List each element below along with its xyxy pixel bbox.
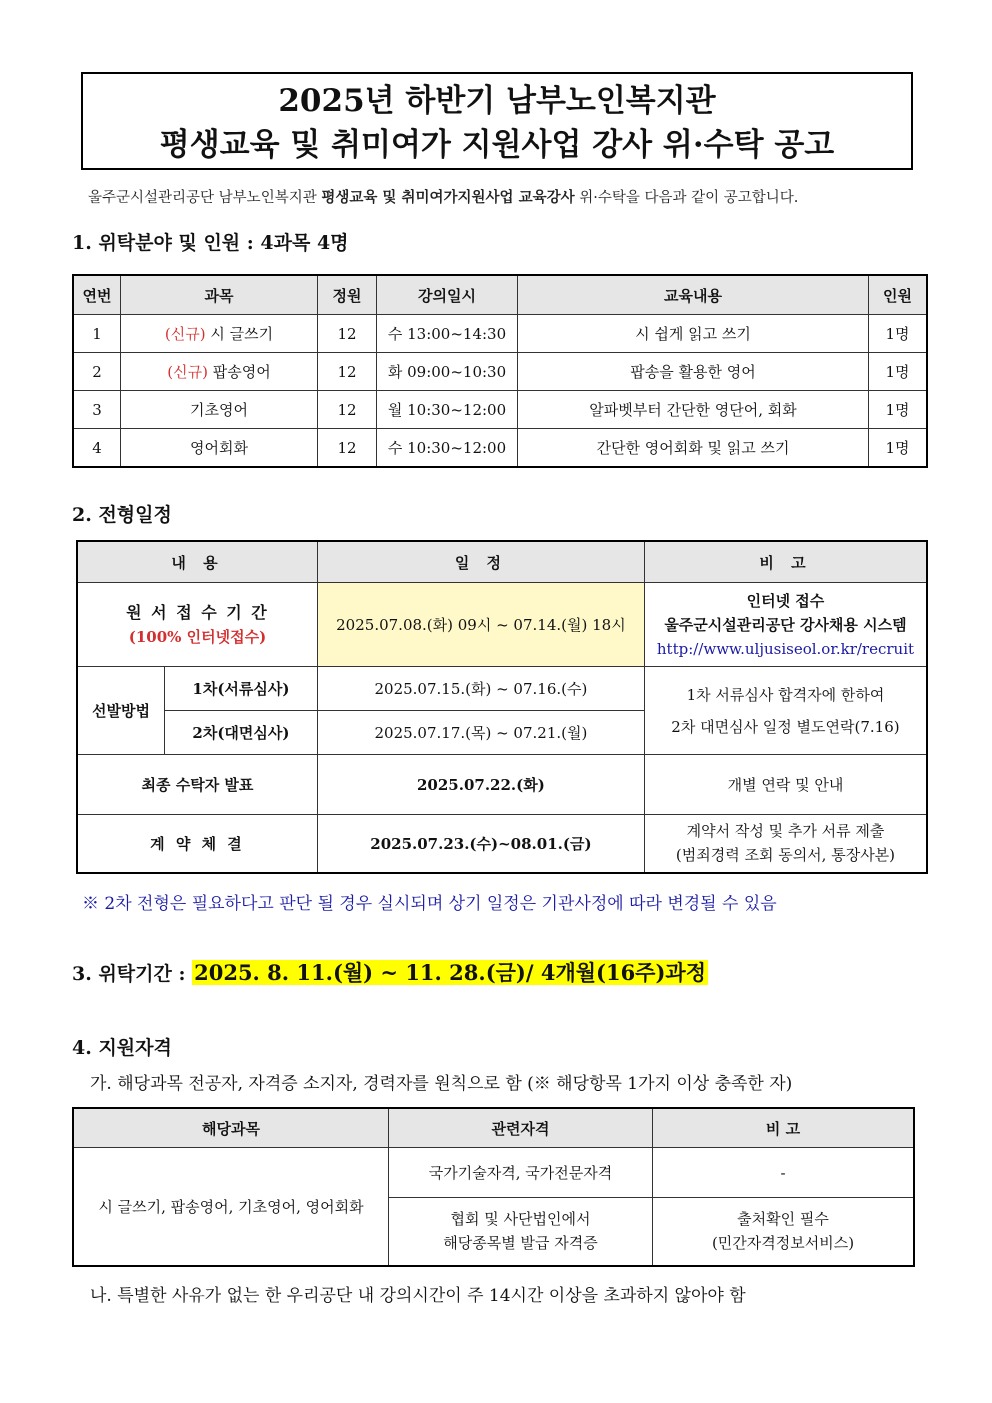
new-tag: (신규) [167,363,208,381]
cell-content: 시 쉽게 읽고 쓰기 [518,315,869,353]
intro-text [88,186,798,207]
header-content: 교육내용 [518,275,869,315]
table-row [77,755,927,815]
select-label: 선발방법 [77,667,165,755]
cell-time: 수 10:30~12:00 [377,429,518,468]
title-box [81,72,913,170]
cell-capacity: 12 [318,429,377,468]
header-subject: 과목 [121,275,318,315]
select-note-cell [644,667,927,755]
header-subject: 해당과목 [73,1108,389,1148]
cell-capacity: 12 [318,391,377,429]
cell-no: 4 [73,429,121,468]
recruit-link[interactable]: http://www.uljusiseol.or.kr/recruit [656,639,915,658]
contract-note-2: (범죄경력 조회 동의서, 통장사본) [675,846,896,865]
qualification-item-a: 가. 해당과목 전공자, 자격증 소지자, 경력자를 원칙으로 함 (※ 해당항목 1가지 이상 충족한 자) [90,1074,793,1094]
period-value: 2025. 8. 11.(월) ~ 11. 28.(금)/ 4개월(16주)과정 [194,960,706,985]
table-header-row [73,1108,914,1148]
schedule-footnote: ※ 2차 전형은 필요하다고 판단 될 경우 실시되며 상기 일정은 기관사정에 따라 변경될 수 있음 [82,894,777,914]
cell-content: 간단한 영어회화 및 읽고 쓰기 [518,429,869,468]
table-row [77,667,927,711]
cell-content: 팝송을 활용한 영어 [518,353,869,391]
period-label: 3. 위탁기간 : [72,963,193,985]
subject-name: 팝송영어 [207,363,271,381]
intro-bold: 평생교육 및 취미여가지원사업 교육강사 [321,189,575,206]
header-no: 연번 [73,275,121,315]
subject-name: 시 글쓰기 [205,325,274,343]
contract-note-cell [644,815,927,873]
qual-row1-note: - [653,1148,915,1198]
select-round1-date: 2025.07.15.(화) ~ 07.16.(수) [317,667,644,711]
cell-count: 1명 [869,429,928,468]
cell-no: 3 [73,391,121,429]
contract-label: 계 약 체 결 [77,815,317,873]
section1-title: 1. 위탁분야 및 인원 : 4과목 4명 [72,232,349,254]
cell-time: 수 13:00~14:30 [377,315,518,353]
cell-subject: 영어회화 [121,429,318,468]
final-label: 최종 수탁자 발표 [77,755,317,815]
qual-subjects: 시 글쓰기, 팝송영어, 기초영어, 영어회화 [73,1148,389,1266]
header-date: 일 정 [317,541,644,583]
qual-row2-line2: 해당종목별 발급 자격증 [443,1234,598,1253]
cell-content: 알파벳부터 간단한 영단어, 회화 [518,391,869,429]
cell-no: 1 [73,315,121,353]
header-time: 강의일시 [377,275,518,315]
contract-note-1: 계약서 작성 및 추가 서류 제출 [686,822,885,841]
select-note-2: 2차 대면심사 일정 별도연락(7.16) [671,717,900,736]
cell-subject [121,353,318,391]
table-row [73,429,927,468]
section2-title: 2. 전형일정 [72,504,172,526]
qualification-table [72,1107,915,1267]
qual-row2-cell [389,1198,653,1266]
title-line-1: 2025년 하반기 남부노인복지관 [278,83,716,119]
qual-row2-line1: 협회 및 사단법인에서 [450,1210,591,1229]
select-round2-date: 2025.07.17.(목) ~ 07.21.(월) [317,711,644,755]
table-row [77,583,927,667]
qual-row1: 국가기술자격, 국가전문자격 [389,1148,653,1198]
select-note-1: 1차 서류심사 합격자에 한하여 [686,685,885,704]
final-date: 2025.07.22.(화) [317,755,644,815]
apply-note-2: 울주군시설관리공단 강사채용 시스템 [664,615,907,634]
qual-row2-note-1: 출처확인 필수 [737,1210,829,1229]
period-row [72,957,708,987]
header-content: 내 용 [77,541,317,583]
table-row [77,815,927,873]
header-count: 인원 [869,275,928,315]
header-note: 비 고 [644,541,927,583]
apply-date: 2025.07.08.(화) 09시 ~ 07.14.(월) 18시 [317,583,644,667]
subjects-table [72,274,928,468]
cell-time: 화 09:00~10:30 [377,353,518,391]
table-header-row [73,275,927,315]
table-row [73,315,927,353]
cell-count: 1명 [869,353,928,391]
cell-capacity: 12 [318,353,377,391]
cell-capacity: 12 [318,315,377,353]
contract-date: 2025.07.23.(수)~08.01.(금) [317,815,644,873]
intro-prefix: 울주군시설관리공단 남부노인복지관 [88,190,322,206]
select-round1-label: 1차(서류심사) [165,667,318,711]
table-row [73,391,927,429]
cell-subject [121,315,318,353]
section4-title: 4. 지원자격 [72,1037,172,1059]
intro-suffix: 위·수탁을 다음과 같이 공고합니다. [574,190,799,206]
apply-sub: (100% 인터넷접수) [128,627,267,646]
header-note: 비 고 [653,1108,915,1148]
cell-count: 1명 [869,391,928,429]
apply-label-cell [77,583,317,667]
schedule-table [76,540,928,874]
new-tag: (신규) [164,325,206,343]
qual-row2-note-cell [653,1198,915,1266]
table-row [73,1148,914,1198]
cell-count: 1명 [869,315,928,353]
cell-subject: 기초영어 [121,391,318,429]
qualification-item-b: 나. 특별한 사유가 없는 한 우리공단 내 강의시간이 주 14시간 이상을 초과하지 않아야 함 [90,1286,746,1306]
table-row [73,353,927,391]
apply-note-cell [644,583,927,667]
select-round2-label: 2차(대면심사) [165,711,318,755]
header-capacity: 정원 [318,275,377,315]
cell-time: 월 10:30~12:00 [377,391,518,429]
header-qualification: 관련자격 [389,1108,653,1148]
cell-no: 2 [73,353,121,391]
apply-note-1: 인터넷 접수 [746,591,825,610]
qual-row2-note-2: (민간자격정보서비스) [711,1234,855,1253]
table-header-row [77,541,927,583]
title-line-2: 평생교육 및 취미여가 지원사업 강사 위·수탁 공고 [159,127,835,163]
final-note: 개별 연락 및 안내 [644,755,927,815]
apply-label: 원 서 접 수 기 간 [126,602,269,622]
